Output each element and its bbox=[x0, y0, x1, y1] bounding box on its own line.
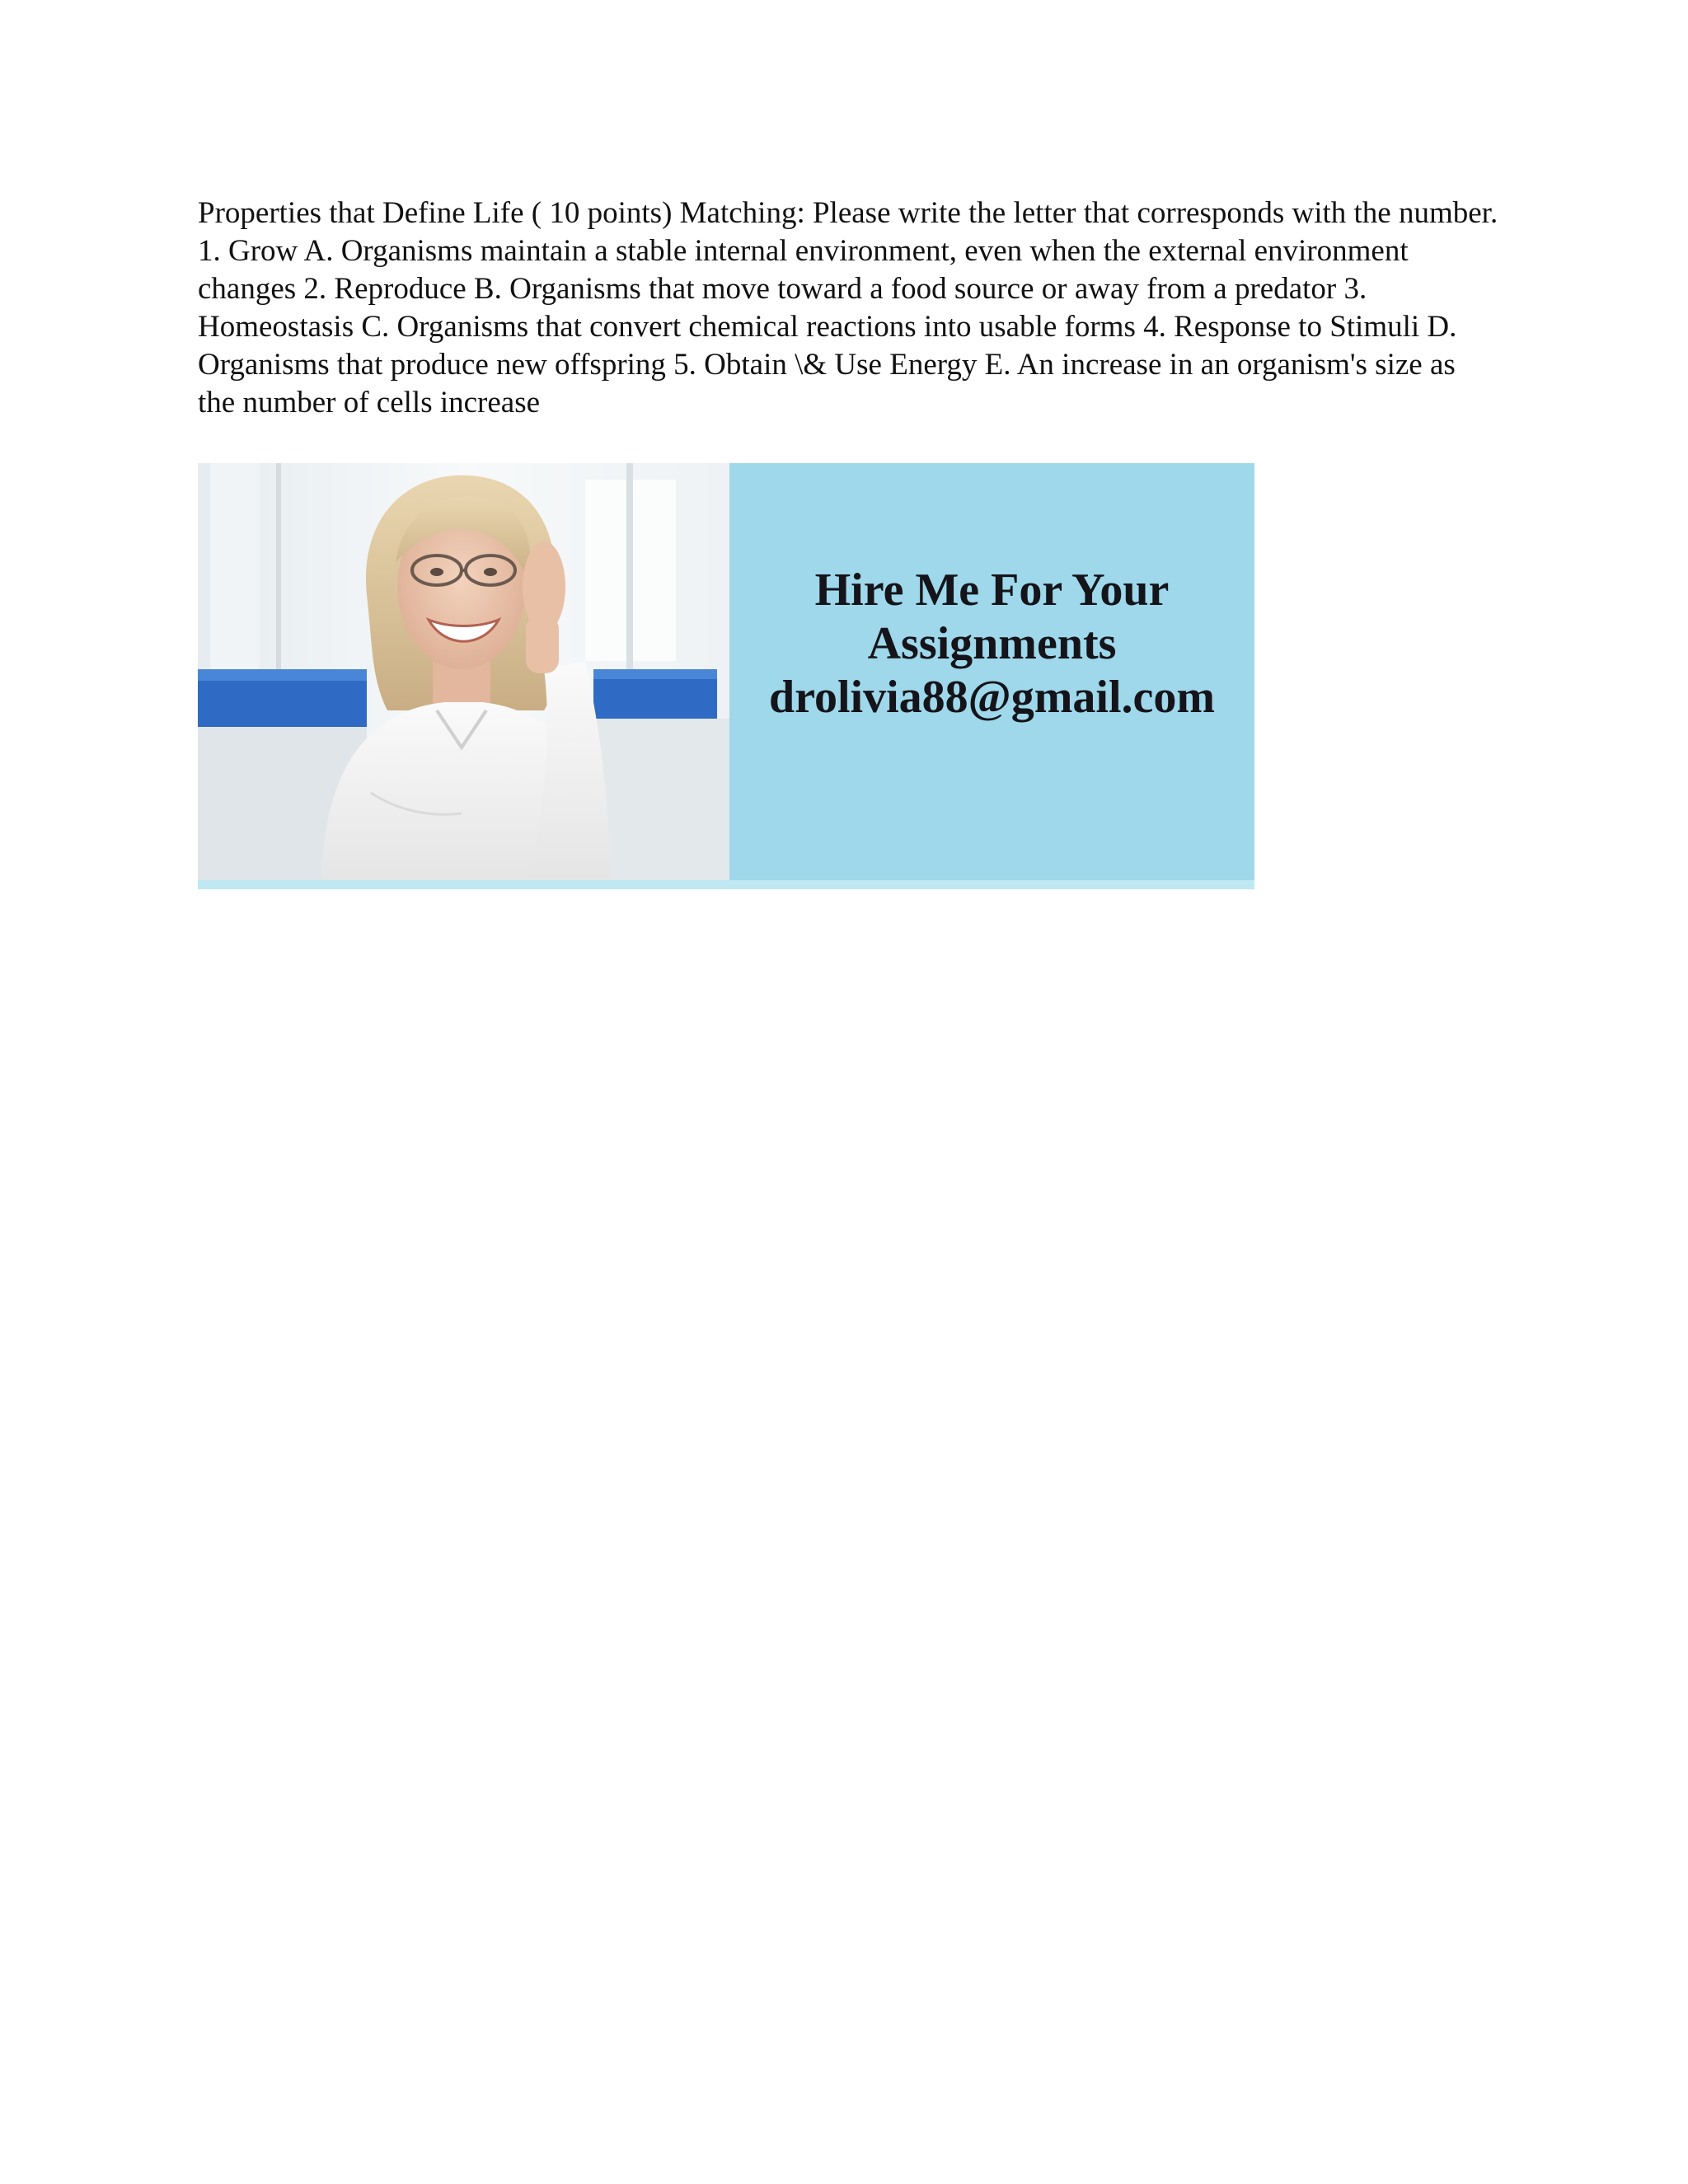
ad-headline-line1: Hire Me For Your bbox=[814, 565, 1170, 616]
ad-text-panel bbox=[729, 463, 1254, 889]
banner-bottom-strip bbox=[198, 880, 1254, 889]
ad-headline-line2: Assignments bbox=[867, 618, 1117, 669]
woman-photo bbox=[198, 463, 729, 889]
question-text: Properties that Define Life ( 10 points) Matching: Please write the letter that corresponds with the number. 1. Grow A. Organisms maintain a stable internal environment, even when the external environment changes 2. Reproduce B. Organisms that move toward a food source or away from a predator 3. Homeostasis C. Organisms that convert chemical reactions into usable forms 4. Response to Stimuli D. Organisms that produce new offspring 5. Obtain \& Use Energy E. An increase in an organism's size as the number of cells increase bbox=[198, 196, 1498, 419]
ad-email[interactable]: drolivia88@gmail.com bbox=[768, 672, 1216, 723]
ad-banner[interactable] bbox=[198, 463, 1254, 889]
